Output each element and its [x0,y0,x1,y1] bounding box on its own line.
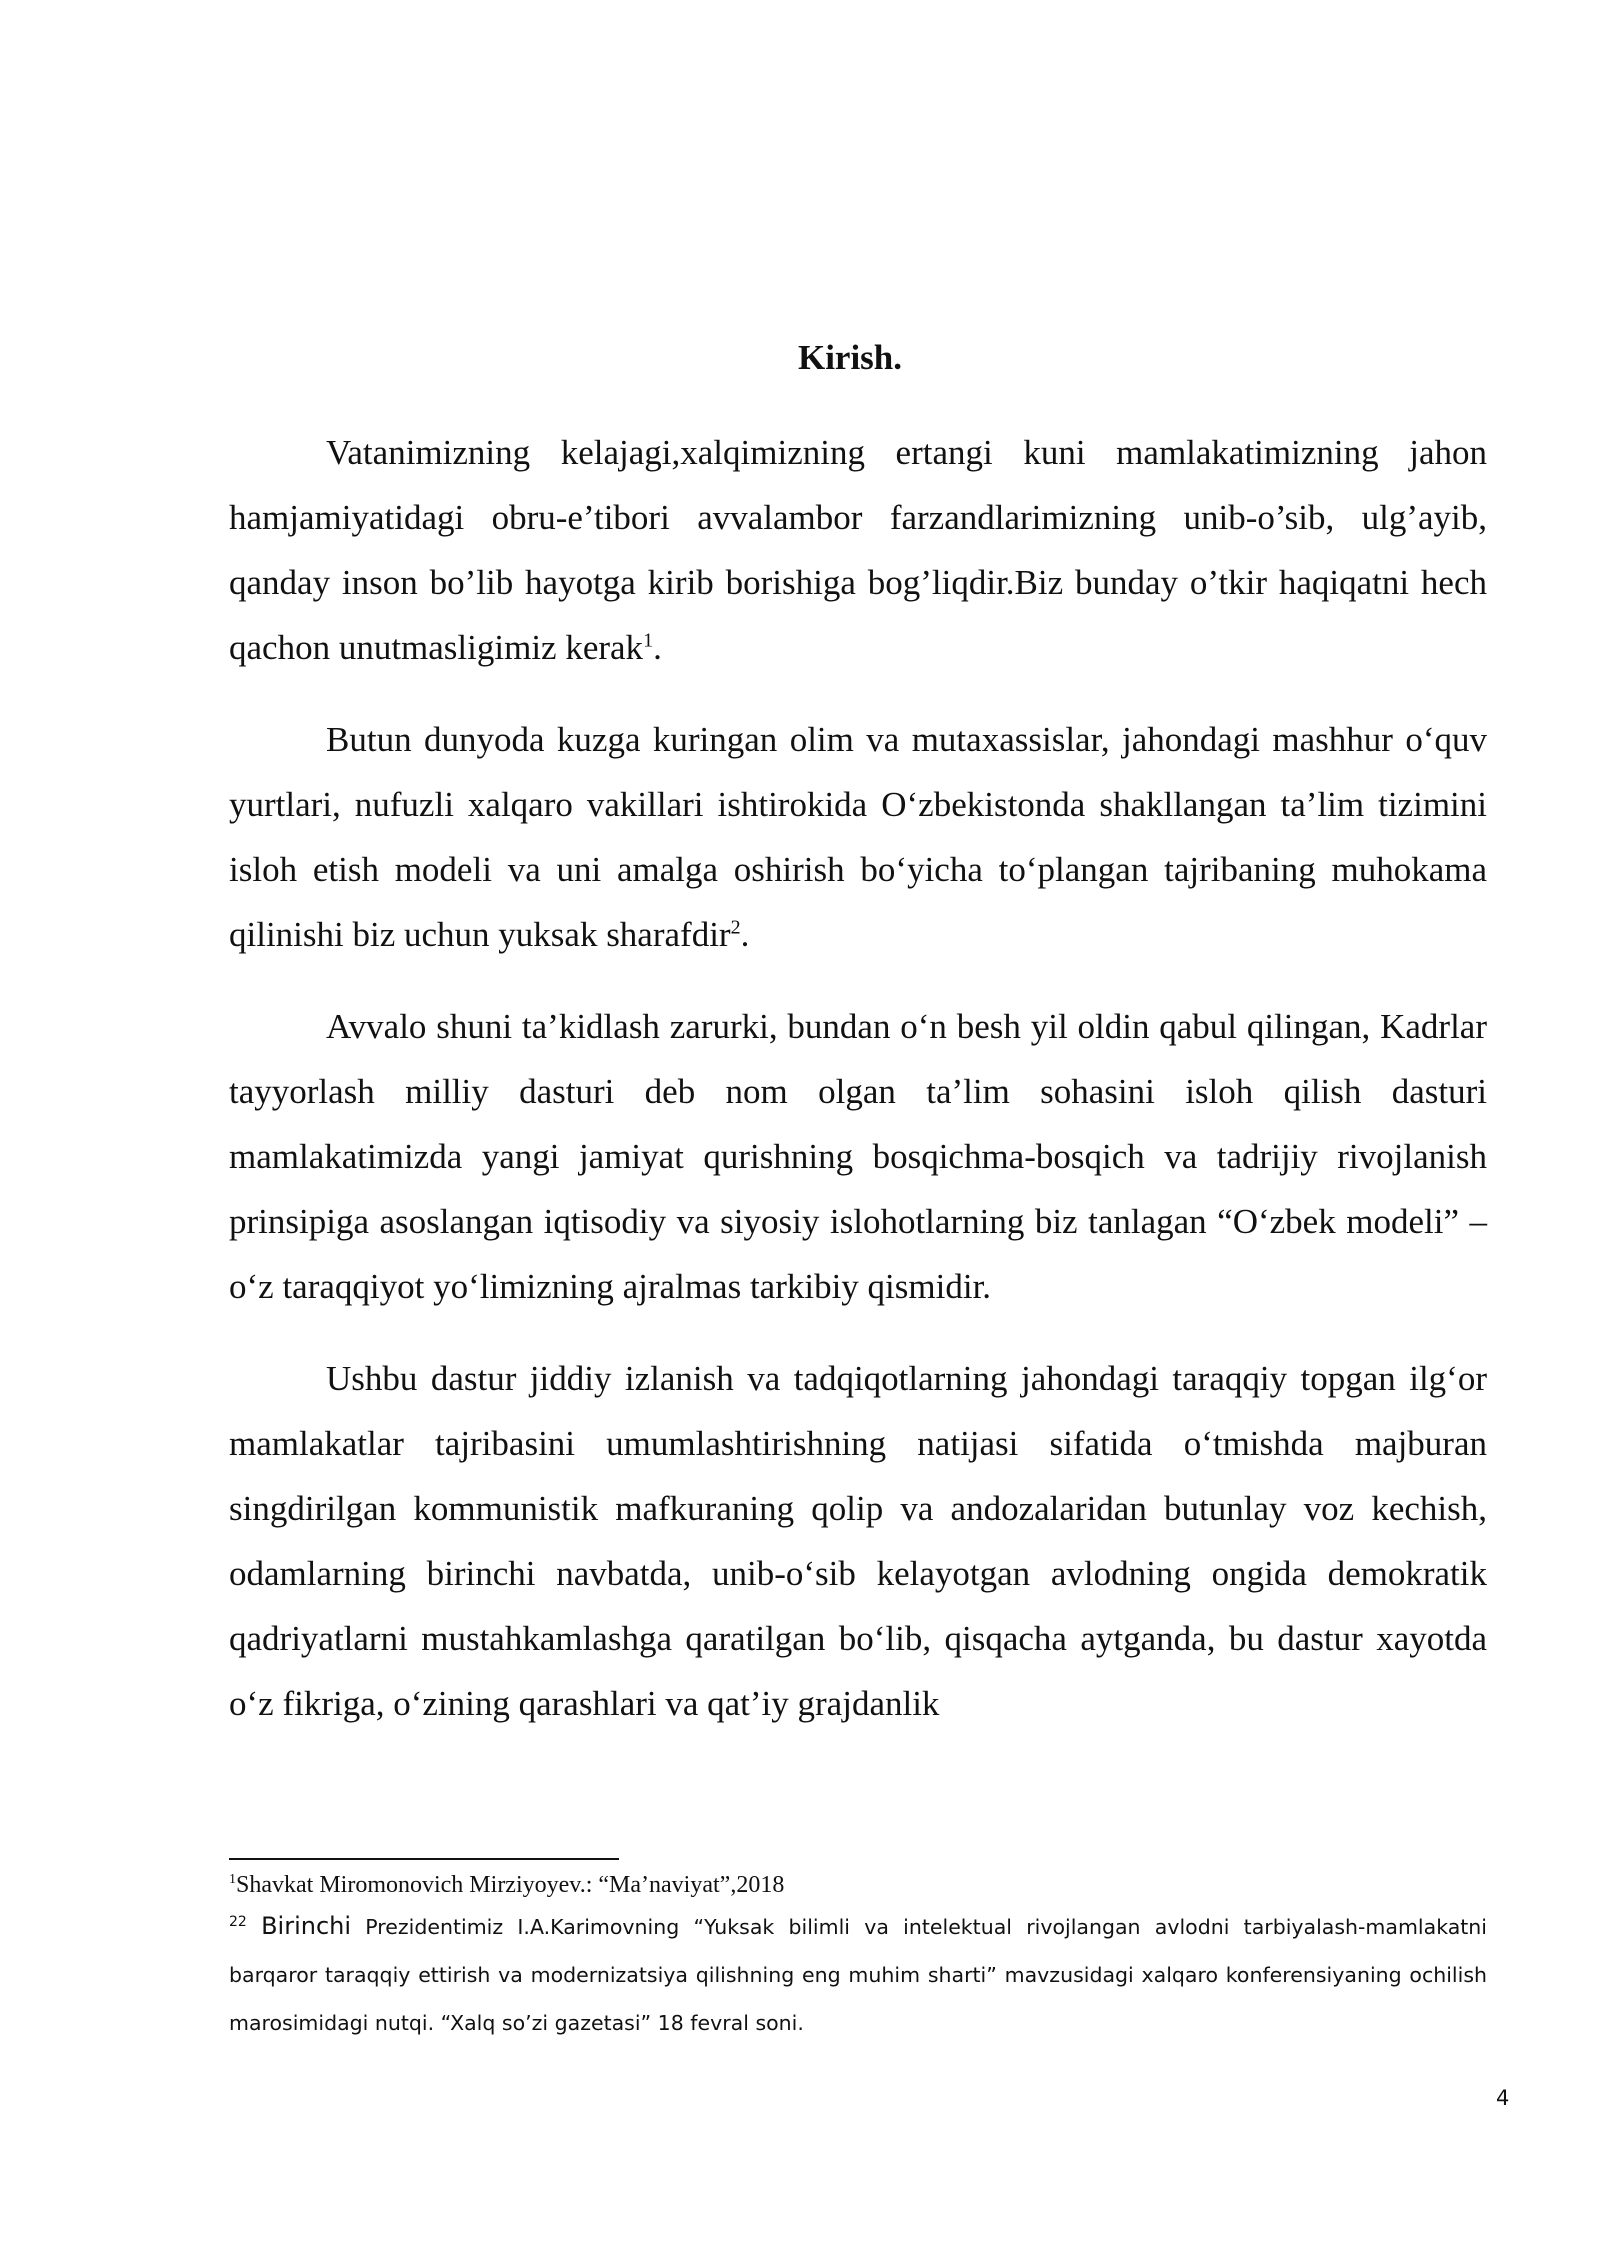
footnote-ref-2[interactable]: 2 [730,916,741,939]
paragraph-2 [229,707,1487,967]
page-number: 4 [1496,2086,1510,2110]
section-heading: Kirish. [797,338,903,377]
paragraph-4-text: Ushbu dastur jiddiy izlanish va tadqiqotlarning jahondagi taraqqiy topgan ilg‘or mamlakatlar tajribasini umumlashtirishning natijasi sifatida o‘tmishda majburan singdirilgan kommunistik mafkuraning qolip va andozalaridan butunlay voz kechish, odamlarning birinchi navbatda, unib-o‘sib kelayotgan avlodning ongida demokratik qadriyatlarni mustahkamlashga qaratilgan bo‘lib, qisqacha aytganda, bu dastur xayotda o‘z fikriga, o‘zining qarashlari va qat’iy grajdanlik [229,1359,1487,1723]
paragraph-1-tail: . [653,628,662,667]
footnote-2-marker: 22 [229,1914,247,1931]
paragraph-1-text: Vatanimizning kelajagi,xalqimizning ertangi kuni mamlakatimizning jahon hamjamiyatidagi obru-e’tibori avvalambor farzandlarimizning unib-o’sib, ulg’ayib, qanday inson bo’lib hayotga kirib borishiga bog’liqdir.Biz bunday o’tkir haqiqatni hech qachon unutmasligimiz kerak [229,433,1487,667]
paragraph-3-text: Avvalo shuni ta’kidlash zarurki, bundan o‘n besh yil oldin qabul qilingan, Kadrlar tayyorlash milliy dasturi deb nom olgan ta’lim sohasini isloh qilish dasturi mamlakatimizda yangi jamiyat qurishning bosqichma-bosqich va tadrijiy rivojlanish prinsipiga asoslangan iqtisodiy va siyosiy islohotlarning biz tanlagan “O‘zbek modeli” –o‘z taraqqiyot yo‘limizning ajralmas tarkibiy qismidir. [229,1007,1487,1306]
footnote-2-lead: Birinchi [261,1912,352,1940]
footnote-1-marker: 1 [229,1872,236,1887]
paragraph-2-text: Butun dunyoda kuzga kuringan olim va mutaxassislar, jahondagi mashhur o‘quv yurtlari, nufuzli xalqaro vakillari ishtirokida O‘zbekistonda shakllangan ta’lim tizimini isloh etish modeli va uni amalga oshirish bo‘yicha to‘plangan tajribaning muhokama qilinishi biz uchun yuksak sharafdir [229,720,1487,954]
paragraph-4 [229,1346,1487,1736]
footnote-1-text: Shavkat Miromonovich Mirziyoyev.: “Ma’naviyat”,2018 [236,1872,785,1898]
footnote-ref-1[interactable]: 1 [643,629,654,652]
footnote-separator [229,1858,619,1860]
footnote-2 [229,1902,1487,2047]
paragraph-2-tail: . [740,915,750,954]
paragraph-3 [229,994,1487,1319]
footnote-2-text: Prezidentimiz I.A.Karimovning “Yuksak bilimli va intelektual rivojlangan avlodni tarbiyalash-mamlakatni barqaror taraqqiy ettirish va modernizatsiya qilishning eng muhim sharti” mavzusidagi xalqaro konferensiyaning ochilish marosimidagi nutqi. “Xalq so’zi gazetasi” 18 fevral soni. [229,1915,1487,2035]
paragraph-1 [229,420,1487,680]
footnote-1 [229,1868,1487,1902]
